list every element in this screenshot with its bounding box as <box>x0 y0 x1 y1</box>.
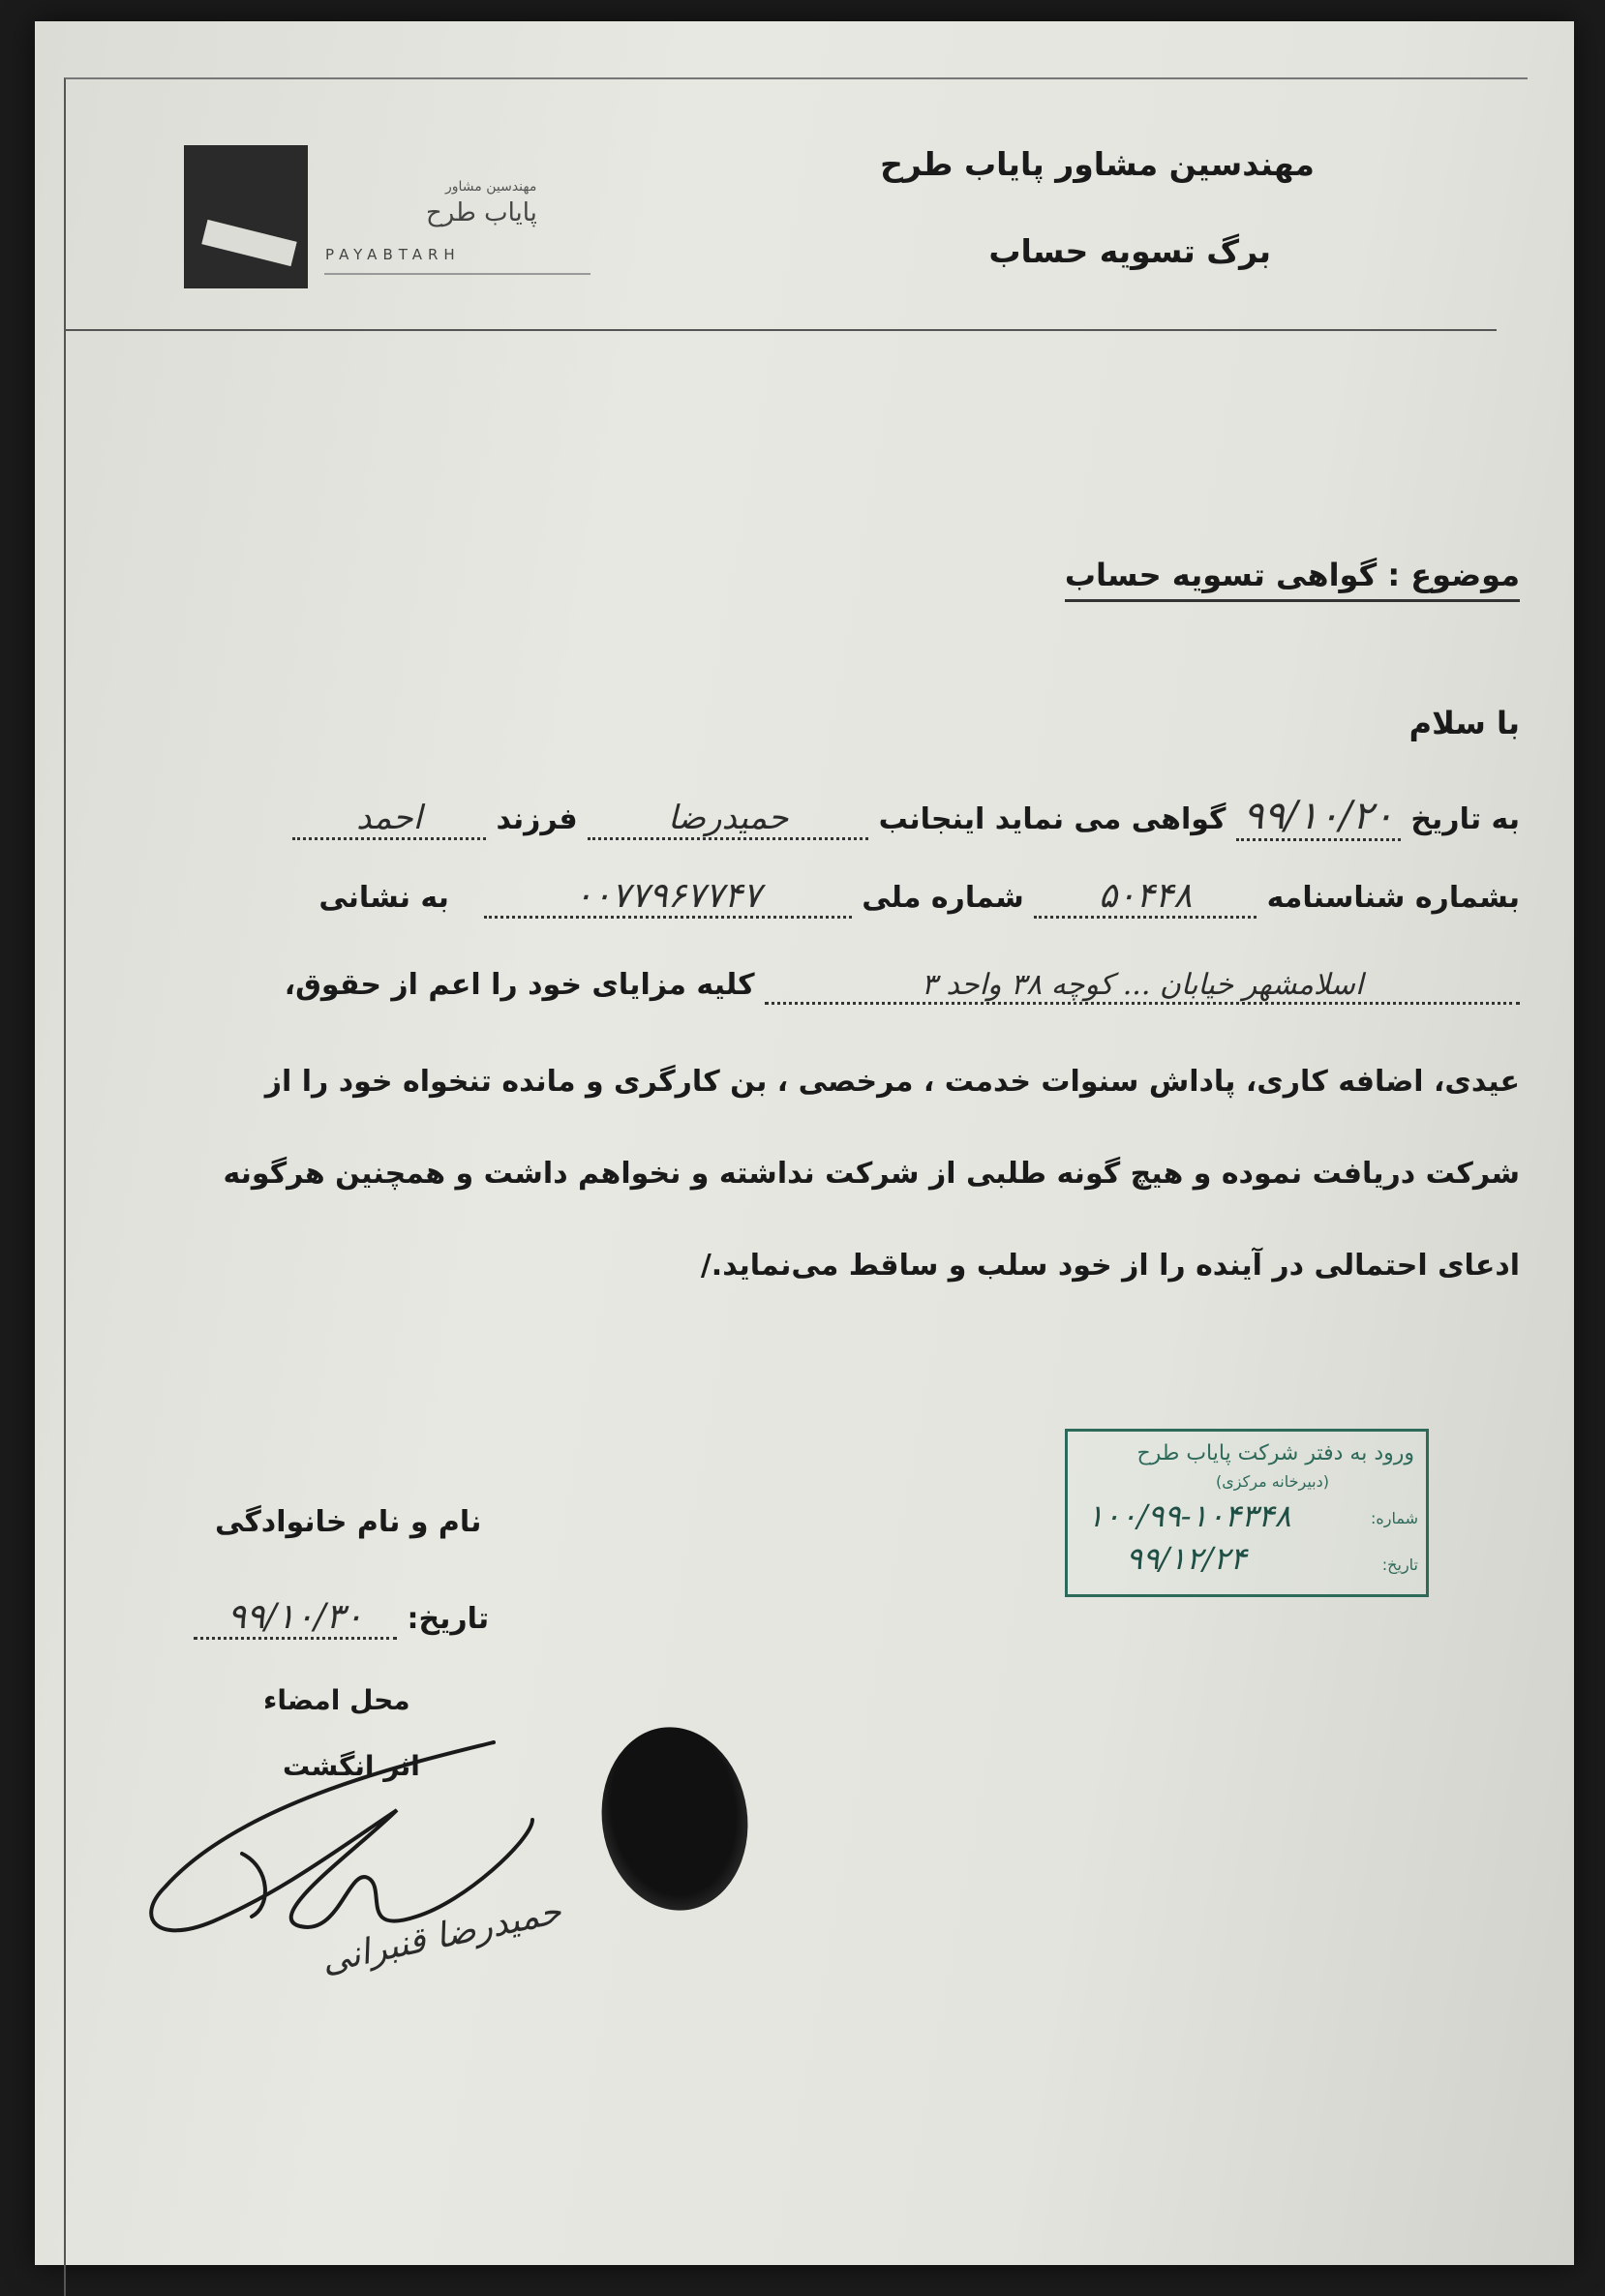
company-name: مهندسین مشاور پایاب طرح <box>880 145 1315 183</box>
stamp-subtitle: (دبیرخانه مرکزی) <box>1216 1472 1329 1491</box>
fingerprint-label: اثر انگشت <box>283 1750 420 1782</box>
handwritten-father-name: احمد <box>292 799 486 840</box>
stamp-date-label: تاریخ: <box>1381 1556 1418 1574</box>
subject-line: موضوع : گواهی تسویه حساب <box>1065 557 1520 602</box>
full-name-label: نام و نام خانوادگی <box>215 1505 482 1539</box>
logo-small-text: مهندسین مشاور <box>445 179 537 195</box>
footer-date-label: تاریخ: <box>407 1602 490 1636</box>
benefits-text: کلیه مزایای خود را اعم از حقوق، <box>284 968 755 1002</box>
handwritten-date: ۹۹/۱۰/۲۰ <box>1236 794 1401 841</box>
signature-place-label: محل امضاء <box>263 1684 410 1716</box>
body-line-3 <box>116 968 1520 1005</box>
body-line-6: ادعای احتمالی در آینده را از خود سلب و ساقط می‌نماید./ <box>700 1249 1520 1283</box>
stamp-number-label: شماره: <box>1370 1509 1418 1527</box>
handwritten-footer-date: ۹۹/۱۰/۳۰ <box>194 1597 397 1640</box>
child-of-label: فرزند <box>496 802 578 836</box>
secretariat-stamp <box>1065 1429 1429 1597</box>
body-line-5: شرکت دریافت نموده و هیچ گونه طلبی از شرکت نداشته و نخواهم داشت و همچنین هرگونه <box>223 1157 1520 1191</box>
logo-underline <box>324 273 591 275</box>
handwritten-id-number: ۵۰۴۴۸ <box>1034 876 1257 919</box>
id-number-label: بشماره شناسنامه <box>1266 881 1520 915</box>
company-logo-icon <box>184 145 308 288</box>
logo-persian-name: پایاب طرح <box>426 198 537 227</box>
greeting: با سلام <box>1408 705 1520 741</box>
form-title: برگ تسویه حساب <box>988 232 1271 270</box>
handwritten-address: اسلامشهر خیابان ... کوچه ۳۸ واحد ۳ <box>765 968 1520 1005</box>
national-id-label: شماره ملی <box>862 881 1024 915</box>
handwritten-name: حمیدرضا <box>588 799 868 840</box>
stamp-title: ورود به دفتر شرکت پایاب طرح <box>1136 1441 1414 1465</box>
body-line-2 <box>116 876 1520 919</box>
certify-text: گواهی می نماید اینجانب <box>878 802 1226 836</box>
body-line-1 <box>116 794 1520 841</box>
date-prefix: به تاریخ <box>1410 802 1520 836</box>
address-label: به نشانی <box>318 881 449 915</box>
header-divider <box>64 329 1497 331</box>
handwritten-national-id: ۰۰۷۷۹۶۷۷۴۷ <box>484 876 852 919</box>
stamp-number-value: ۱۰۰/۹۹-۱۰۴۳۴۸ <box>1087 1497 1291 1534</box>
stamp-date-value: ۹۹/۱۲/۲۴ <box>1126 1540 1247 1577</box>
footer-date <box>194 1597 489 1640</box>
handwritten-signature-name: حمیدرضا قنبرانی <box>318 1891 565 1981</box>
body-line-4: عیدی، اضافه کاری، پاداش سنوات خدمت ، مرخصی ، بن کارگری و مانده تنخواه خود را از <box>264 1065 1520 1099</box>
logo-english-name: PAYABTARH <box>325 246 461 263</box>
